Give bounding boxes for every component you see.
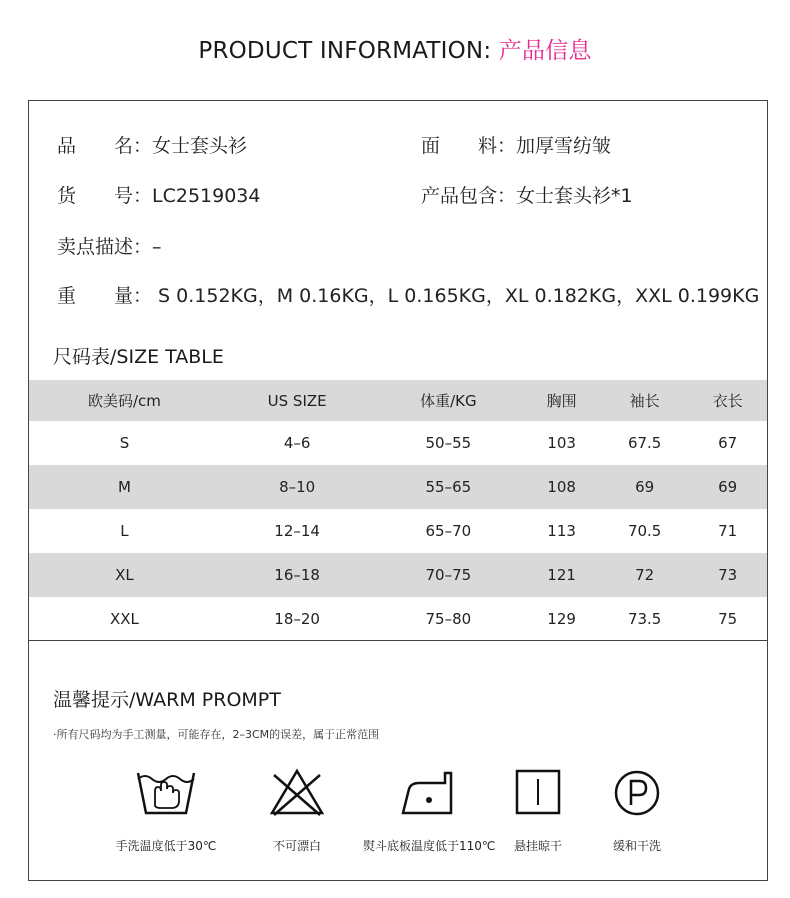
table-cell: 4–6 <box>283 434 311 452</box>
page-title <box>0 32 790 65</box>
dry-clean-p-icon <box>611 767 663 819</box>
table-cell: 12–14 <box>274 522 320 540</box>
weight-row <box>57 281 759 308</box>
product-name-value: 女士套头衫 <box>152 135 248 157</box>
table-cell: 103 <box>547 434 576 452</box>
table-cell: 8–10 <box>279 478 316 496</box>
iron-low-icon <box>399 767 457 819</box>
care-label: 手洗温度低于30℃ <box>115 839 217 853</box>
page-title-cn: 产品信息 <box>498 38 592 64</box>
package-row <box>421 181 633 208</box>
care-item-dry-clean <box>572 767 702 854</box>
header-eu-size: 欧美码/cm <box>88 392 161 410</box>
sku-label: 货 号： <box>57 185 153 207</box>
weight-value: S 0.152KG，M 0.16KG，L 0.165KG，XL 0.182KG，XXL 0.199KG <box>152 285 760 307</box>
care-label: 悬挂晾干 <box>513 839 562 853</box>
page-title-en: PRODUCT INFORMATION: <box>198 38 499 64</box>
table-cell: 55–65 <box>425 478 472 496</box>
table-cell: 75–80 <box>425 610 472 628</box>
table-cell: XL <box>115 566 134 584</box>
hand-wash-icon <box>135 767 197 819</box>
measurement-note: ·所有尺码均为手工测量，可能存在，2–3CM的误差，属于正常范围 <box>53 728 380 741</box>
table-cell: 108 <box>547 478 576 496</box>
sku-row <box>57 181 261 208</box>
table-cell: 70–75 <box>425 566 472 584</box>
product-name-row <box>57 131 247 158</box>
table-cell: XXL <box>110 610 139 628</box>
table-cell: 73 <box>718 566 738 584</box>
table-cell: 50–55 <box>425 434 472 452</box>
table-cell: 67 <box>718 434 738 452</box>
table-cell: 71 <box>718 522 738 540</box>
header-us-size: US SIZE <box>267 391 327 410</box>
table-cell: 67.5 <box>627 434 662 452</box>
care-label: 熨斗底板温度低于110℃ <box>363 839 496 853</box>
table-row <box>29 465 767 509</box>
header-sleeve: 袖长 <box>629 392 660 410</box>
table-row <box>29 597 767 641</box>
table-cell: 113 <box>547 522 576 540</box>
selling-point-label: 卖点描述： <box>57 236 153 258</box>
header-chest: 胸围 <box>546 392 577 410</box>
care-item-no-bleach <box>232 767 362 854</box>
table-cell: 65–70 <box>425 522 472 540</box>
package-label: 产品包含： <box>421 185 517 207</box>
weight-label: 重 量： <box>57 285 153 307</box>
sku-value: LC2519034 <box>152 185 261 207</box>
table-cell: L <box>120 522 129 540</box>
table-cell: 18–20 <box>274 610 320 628</box>
no-bleach-icon <box>268 767 326 819</box>
size-table <box>29 380 767 641</box>
material-label: 面 料： <box>421 135 517 157</box>
table-cell: 129 <box>547 610 576 628</box>
care-item-hand-wash <box>101 767 231 854</box>
selling-point-row <box>57 232 162 259</box>
size-table-header-row <box>29 380 767 421</box>
package-value: 女士套头衫*1 <box>516 185 633 207</box>
warm-prompt-title: 温馨提示/WARM PROMPT <box>53 689 281 711</box>
table-cell: S <box>119 434 130 452</box>
header-length: 衣长 <box>712 392 743 410</box>
table-cell: 75 <box>718 610 738 628</box>
care-label: 不可漂白 <box>272 839 321 853</box>
table-row <box>29 421 767 465</box>
line-dry-icon <box>513 767 563 819</box>
table-cell: 70.5 <box>627 522 662 540</box>
selling-point-value: – <box>152 236 162 258</box>
table-cell: M <box>117 478 131 496</box>
header-weight: 体重/KG <box>420 392 477 410</box>
table-cell: 121 <box>547 566 576 584</box>
table-row <box>29 509 767 553</box>
material-row <box>421 131 611 158</box>
table-cell: 69 <box>635 478 655 496</box>
product-info-box <box>28 100 768 641</box>
table-cell: 16–18 <box>274 566 320 584</box>
table-cell: 72 <box>635 566 655 584</box>
care-label: 缓和干洗 <box>612 839 661 853</box>
table-row <box>29 553 767 597</box>
size-table-title: 尺码表/SIZE TABLE <box>53 346 224 368</box>
table-cell: 73.5 <box>627 610 662 628</box>
material-value: 加厚雪纺皱 <box>516 135 612 157</box>
table-cell: 69 <box>718 478 738 496</box>
warm-prompt-box <box>28 640 768 881</box>
product-name-label: 品 名： <box>57 135 153 157</box>
